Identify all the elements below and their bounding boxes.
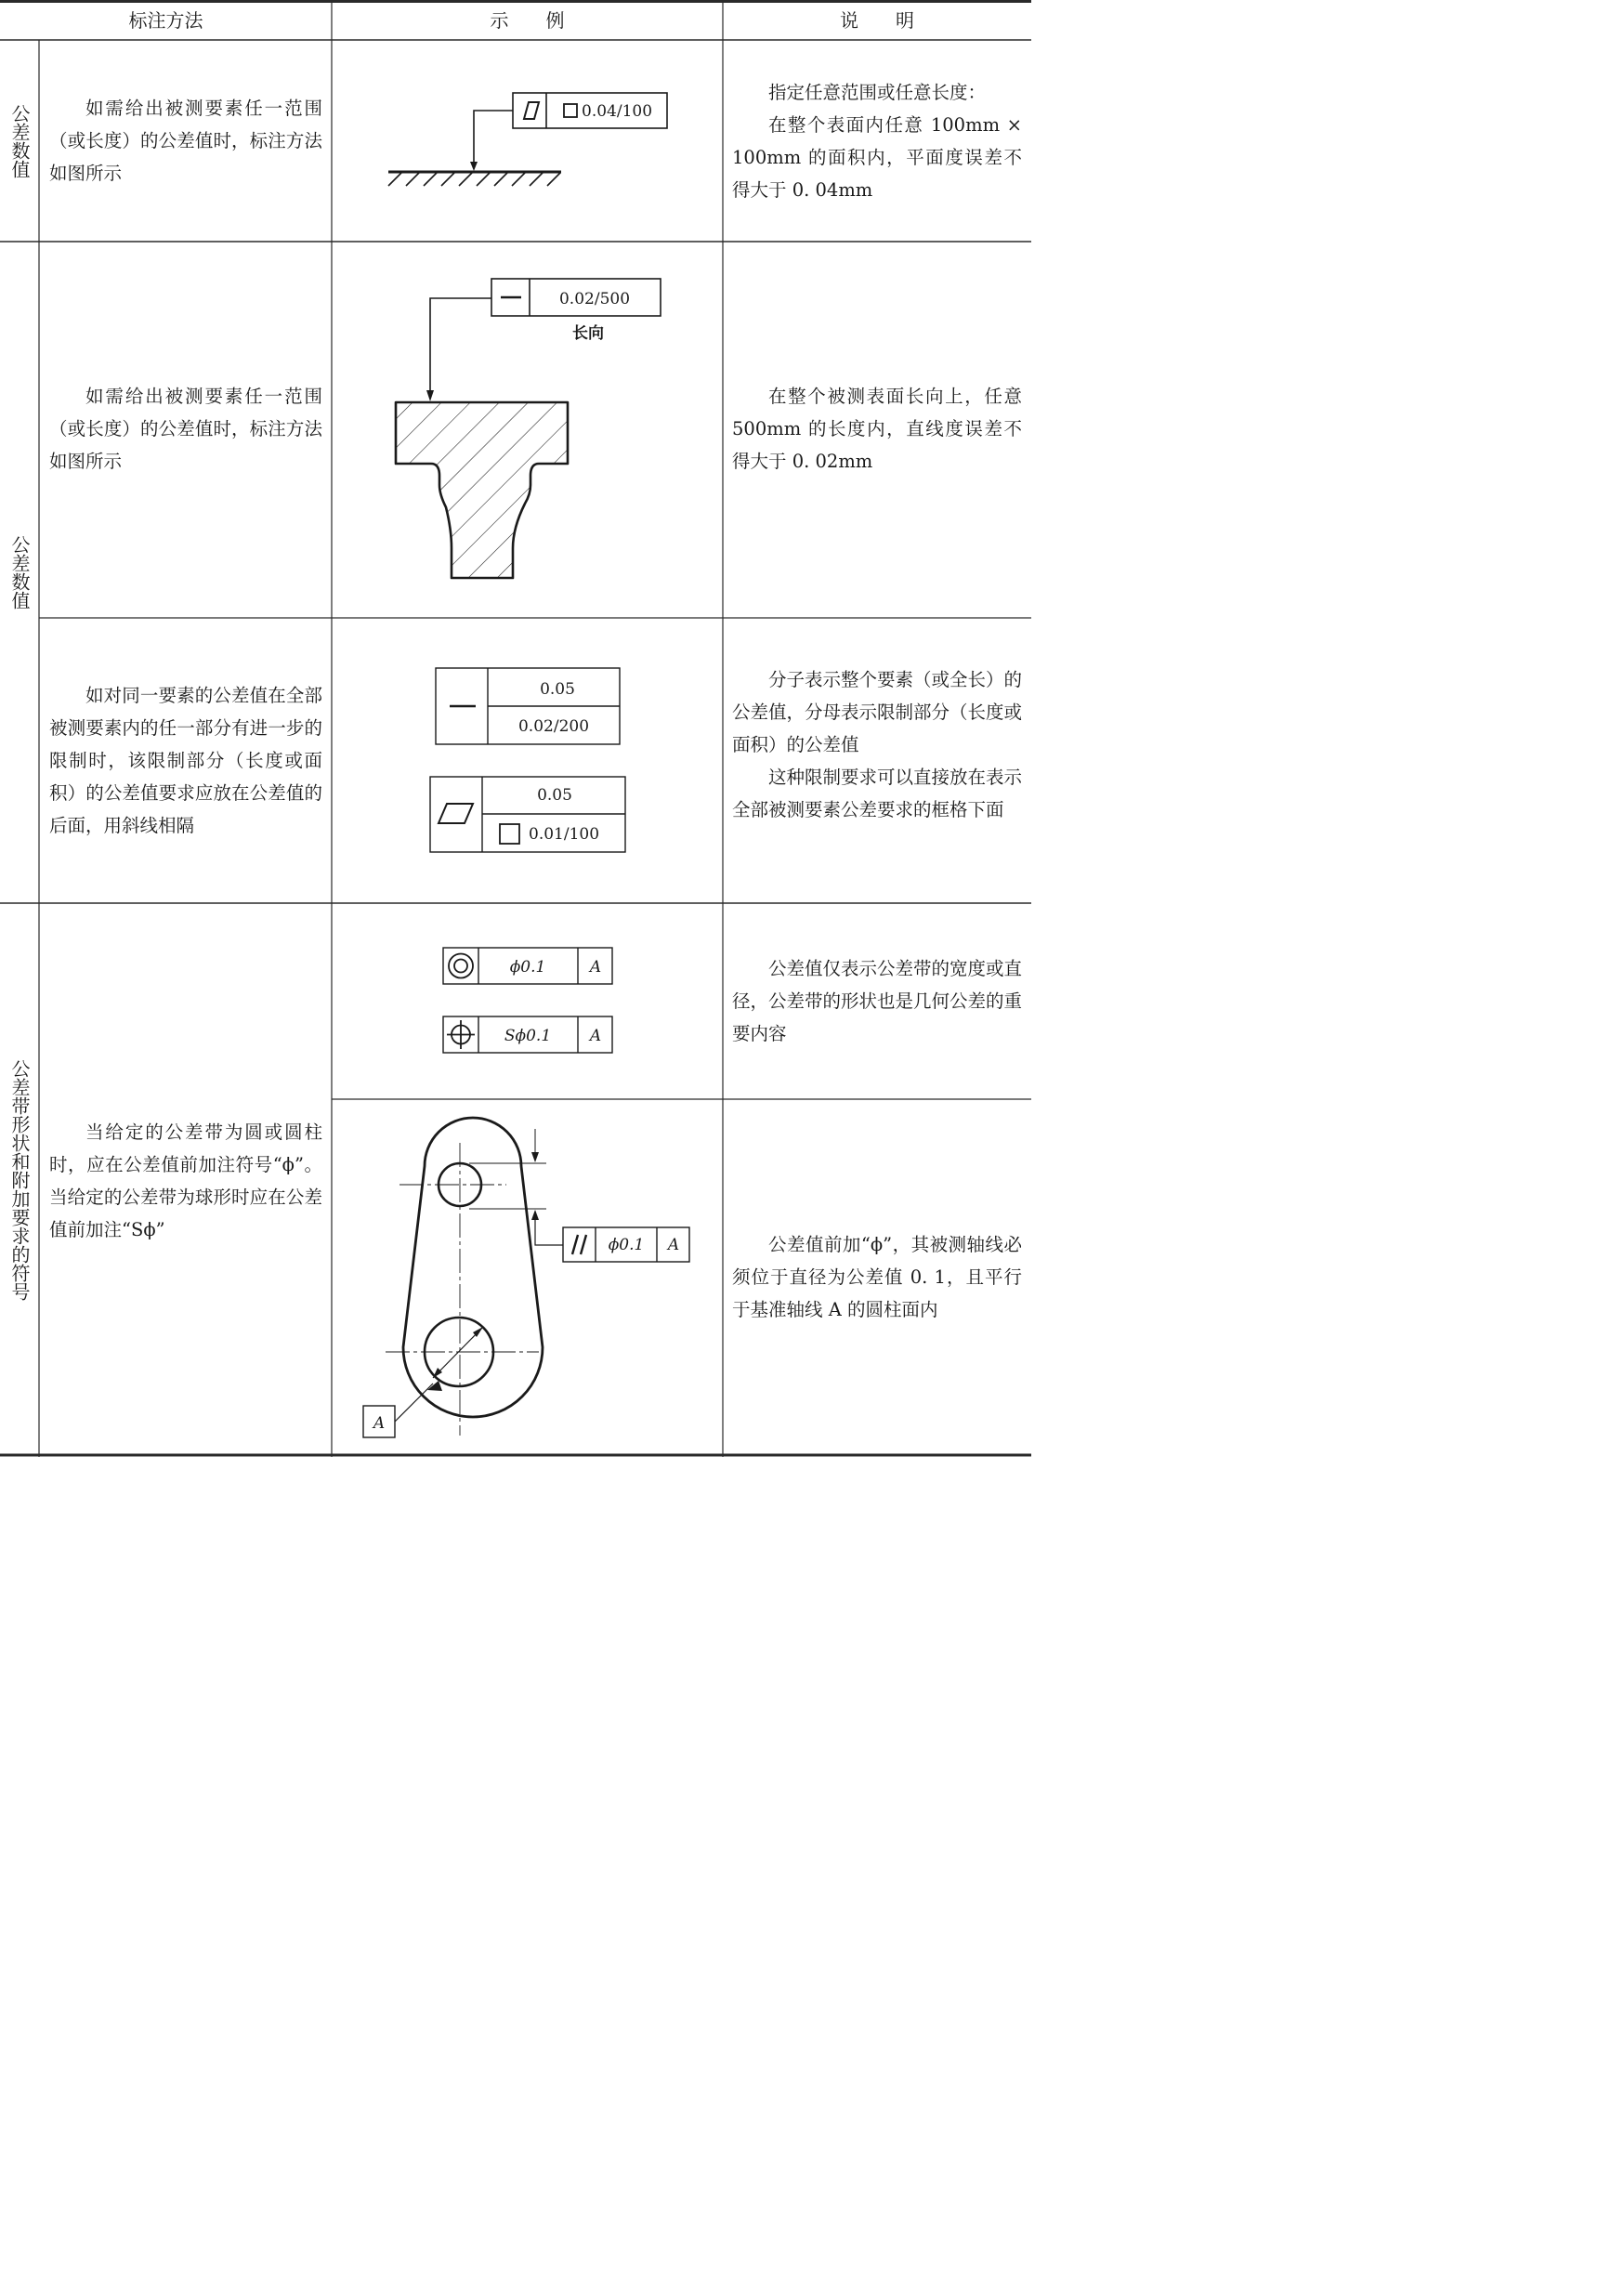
tolerance-value: 0.04/100 [582, 102, 653, 121]
row1-figure [372, 84, 688, 200]
row4-note-a [732, 952, 1022, 1050]
note-line: 公差值前加“ϕ”，其被测轴线必须位于直径为公差值 0. 1，且平行于基准轴线 A 的圆柱面内 [732, 1234, 1022, 1320]
row2-note [732, 380, 1022, 478]
note-line: 在整个表面内任意 100mm × 100mm 的面积内，平面度误差不得大于 0. 04mm [732, 114, 1022, 201]
fraction-bottom: 0.01/100 [529, 825, 600, 844]
header-note: 说 明 [840, 9, 914, 32]
tolerance-value: Sϕ0.1 [504, 1027, 552, 1045]
datum-letter: A [589, 1027, 602, 1045]
group-label-1 [0, 40, 39, 242]
flatness-icon [439, 804, 473, 823]
method-text: 当给定的公差带为圆或圆柱时，应在公差值前加注符号“ϕ”。当给定的公差带为球形时应在公差值前加注“Sϕ” [49, 1121, 322, 1240]
note-line: 指定任意范围或任意长度： [768, 82, 987, 103]
group-label-text: 公差带形状和附加要求的符号 [8, 1059, 31, 1301]
group-label-3 [0, 903, 39, 1457]
flatness-icon [524, 102, 539, 119]
row3-figure [423, 660, 636, 859]
method-text: 如对同一要素的公差值在全部被测要素内的任一部分有进一步的限制时，该限制部分（长度或面积）的公差值要求应放在公差值的后面，用斜线相隔 [49, 685, 322, 836]
note-line: 公差值仅表示公差带的宽度或直径，公差带的形状也是几何公差的重要内容 [732, 958, 1023, 1044]
row1-note [732, 76, 1022, 206]
position-icon [447, 1020, 475, 1049]
row4-method [49, 1116, 322, 1246]
datum-label: A [373, 1414, 386, 1433]
row1-method [49, 92, 322, 190]
tolerance-value: 0.02/500 [558, 290, 631, 308]
group-label-text: 公差数值 [8, 535, 31, 610]
group-label-2 [0, 242, 39, 903]
row4a-figure [437, 940, 622, 1061]
row4b-figure [353, 1115, 706, 1440]
fraction-top: 0.05 [540, 680, 575, 699]
header-example: 示 例 [490, 9, 565, 32]
row2-figure [372, 269, 678, 590]
row3-method [49, 679, 322, 842]
tolerance-value: ϕ0.1 [509, 958, 546, 977]
row4-note-b [732, 1228, 1022, 1326]
tolerance-table [0, 0, 1031, 1457]
row2-method [49, 380, 322, 478]
note-line: 这种限制要求可以直接放在表示全部被测要素公差要求的框格下面 [732, 767, 1023, 820]
square-icon [564, 104, 577, 117]
direction-caption: 长向 [572, 324, 604, 343]
parallelism-icon [572, 1235, 586, 1254]
note-line: 在整个被测表面长向上，任意 500mm 的长度内，直线度误差不得大于 0. 02mm [732, 386, 1022, 472]
method-text: 如需给出被测要素任一范围（或长度）的公差值时，标注方法如图所示 [49, 98, 322, 184]
concentricity-icon [449, 954, 473, 978]
header-method: 标注方法 [128, 9, 203, 32]
datum-letter: A [667, 1236, 680, 1254]
note-line: 分子表示整个要素（或全长）的公差值，分母表示限制部分（长度或面积）的公差值 [732, 669, 1023, 755]
square-icon [500, 824, 519, 844]
method-text: 如需给出被测要素任一范围（或长度）的公差值时，标注方法如图所示 [49, 386, 322, 472]
group-label-text: 公差数值 [8, 103, 31, 178]
tolerance-value: ϕ0.1 [608, 1236, 645, 1254]
fraction-top: 0.05 [537, 786, 572, 805]
datum-letter: A [589, 958, 602, 977]
fraction-bottom: 0.02/200 [517, 717, 590, 736]
row3-note [732, 663, 1022, 826]
